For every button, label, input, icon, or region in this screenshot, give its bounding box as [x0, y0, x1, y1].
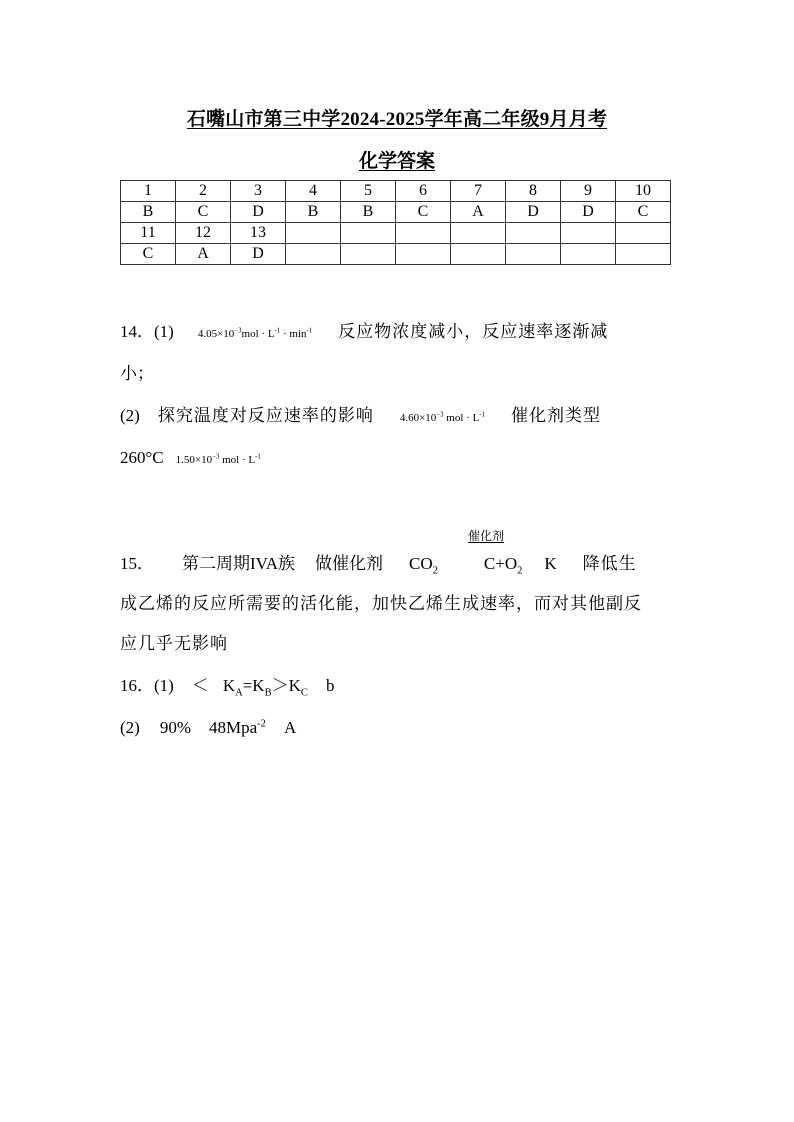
table-row	[121, 181, 671, 202]
table-cell	[616, 244, 671, 265]
q14-p2-catalyst: 催化剂类型	[510, 406, 601, 425]
table-cell: B	[286, 202, 341, 223]
table-cell	[396, 223, 451, 244]
table-cell: 9	[561, 181, 616, 202]
table-cell: 2	[176, 181, 231, 202]
q15-products: $C+O_2$	[483, 554, 523, 577]
table-cell: A	[451, 202, 506, 223]
table-cell: A	[176, 244, 231, 265]
q14-line1	[120, 320, 608, 346]
q15-line3: 应几乎无影响	[120, 634, 228, 653]
table-cell: 10	[616, 181, 671, 202]
table-cell	[616, 223, 671, 244]
q15-line1	[120, 552, 637, 576]
table-cell: C	[176, 202, 231, 223]
table-cell: 6	[396, 181, 451, 202]
table-cell: B	[341, 202, 396, 223]
table-cell: C	[616, 202, 671, 223]
table-cell: 1	[121, 181, 176, 202]
q14-part2-line2	[120, 446, 261, 472]
table-cell: C	[121, 244, 176, 265]
q14-p2-conc: $4.60\times 10^{-3}$ mol · $L^{-1}$	[399, 411, 485, 424]
page-title: 石嘴山市第三中学2024-2025学年高二年级9月月考	[186, 109, 608, 130]
q16-ans: b	[325, 676, 335, 695]
q14-reason: 反应物浓度减小，反应速率逐渐减	[338, 322, 609, 341]
table-cell: D	[506, 202, 561, 223]
table-cell	[286, 223, 341, 244]
q15-text1: 降低生	[582, 554, 637, 573]
q16-p2-pct: 90%	[159, 718, 191, 737]
table-cell	[396, 244, 451, 265]
table-cell	[286, 244, 341, 265]
table-cell	[451, 223, 506, 244]
q14-rate: $4.05\times 10^{-3}mol \cdot L^{-1} \cdot \min^{-1}$	[197, 327, 313, 340]
table-cell: 12	[176, 223, 231, 244]
table-cell: 13	[231, 223, 286, 244]
table-cell: 8	[506, 181, 561, 202]
table-cell: D	[231, 202, 286, 223]
table-cell	[341, 223, 396, 244]
table-cell	[561, 244, 616, 265]
q14-label: 14．(1)	[120, 322, 174, 341]
table-cell	[451, 244, 506, 265]
q14-p2-temp: 260°C	[120, 448, 164, 467]
table-cell: D	[561, 202, 616, 223]
table-cell: 7	[451, 181, 506, 202]
q15-k: K	[544, 554, 557, 573]
table-cell: 3	[231, 181, 286, 202]
table-row	[121, 244, 671, 265]
q15-position: 第二周期IVA族	[182, 554, 296, 573]
catalyst-label: 催化剂	[468, 529, 505, 543]
q15-line2: 成乙烯的反应所需要的活化能，加快乙烯生成速率，而对其他副反	[120, 594, 642, 613]
page-subtitle: 化学答案	[358, 151, 435, 172]
table-cell: B	[121, 202, 176, 223]
table-cell	[506, 244, 561, 265]
table-cell: D	[231, 244, 286, 265]
q15-label: 15．	[120, 554, 154, 573]
table-cell: 4	[286, 181, 341, 202]
table-cell	[341, 244, 396, 265]
table-row	[121, 202, 671, 223]
q14-part2	[120, 404, 601, 430]
table-cell	[561, 223, 616, 244]
q16-line1	[120, 674, 334, 698]
q14-p2-label: (2)	[120, 406, 140, 425]
table-cell: 11	[121, 223, 176, 244]
q15-co2: $CO_2$	[409, 554, 438, 577]
q16-sign: ＜	[191, 676, 209, 695]
q16-label: 16．(1)	[120, 676, 174, 695]
q14-reason-cont: 小；	[120, 364, 154, 383]
table-cell: C	[396, 202, 451, 223]
q16-p2-kp: 48Mpa$^{-2}$	[209, 718, 266, 737]
table-cell	[506, 223, 561, 244]
q16-p2-ans: A	[283, 718, 297, 737]
q16-p2-label: (2)	[120, 718, 140, 737]
answer-table	[120, 180, 671, 265]
q14-p2-conc2: $1.50\times 10^{-3}$ mol · $L^{-1}$	[175, 453, 261, 466]
table-cell: 5	[341, 181, 396, 202]
q16-k-relation: $K_A=K_B>K_C$	[222, 676, 308, 699]
q14-p2-purpose: 探究温度对反应速率的影响	[157, 406, 374, 425]
q15-role: 做催化剂	[315, 554, 384, 573]
q16-line2	[120, 716, 296, 740]
table-row	[121, 223, 671, 244]
